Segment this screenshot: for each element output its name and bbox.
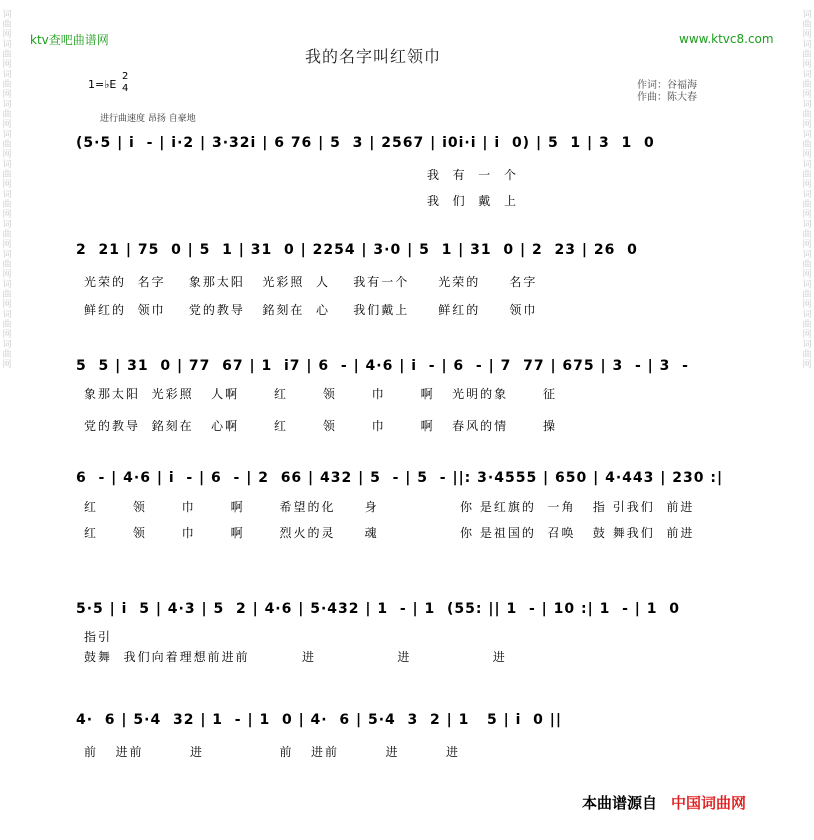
tempo-marking: 进行曲速度 昂扬 自豪地 bbox=[100, 114, 196, 124]
lyrics-line: 我 有 一 个 bbox=[84, 168, 518, 182]
key-label: 1=♭E bbox=[88, 78, 117, 91]
source-brand-link[interactable]: 中国词曲网 bbox=[671, 794, 747, 812]
notes-line: 6 - | 4·6 | i - | 6 - | 2 66 | 432 | 5 - | 5 - ||: 3·4555 | 650 | 4·443 | 230 :| bbox=[76, 470, 724, 486]
lyrics-line: 指引 bbox=[84, 630, 113, 644]
lyrics-line: 鲜红的 领巾 党的教导 銘刻在 心 我们戴上 鲜红的 领巾 bbox=[84, 303, 538, 317]
lyrics-line: 象那太阳 光彩照 人啊 红 领 巾 啊 光明的象 征 bbox=[84, 387, 557, 401]
notes-line: 5·5 | i 5 | 4·3 | 5 2 | 4·6 | 5·432 | 1 - | 1 (55: || 1 - | 10 :| 1 - | 1 0 bbox=[76, 601, 680, 617]
source-footer bbox=[582, 792, 746, 813]
source-label: 本曲谱源自 bbox=[582, 794, 658, 812]
notes-line: (5·5 | i - | i·2 | 3·32i | 6 76 | 5 3 | 2567 | i0i·i | i 0) | 5 1 | 3 1 0 bbox=[76, 135, 655, 151]
lyrics-line: 红 领 巾 啊 希望的化 身 你 是红旗的 一角 指 引我们 前进 bbox=[84, 500, 695, 514]
right-watermark-strip bbox=[800, 0, 814, 840]
lyrics-line: 鼓舞 我们向着理想前进前 进 进 进 bbox=[84, 650, 507, 664]
time-bottom: 4 bbox=[122, 83, 129, 94]
lyricist: 作词：谷福海 bbox=[637, 80, 697, 91]
lyrics-line: 红 领 巾 啊 烈火的灵 魂 你 是祖国的 召唤 鼓 舞我们 前进 bbox=[84, 526, 695, 540]
lyrics-line: 我 们 戴 上 bbox=[84, 194, 518, 208]
notes-line: 4· 6 | 5·4 32 | 1 - | 1 0 | 4· 6 | 5·4 3 2 | 1 5 | i 0 || bbox=[76, 712, 562, 728]
song-title: 我的名字叫红领巾 bbox=[305, 47, 442, 66]
time-signature bbox=[122, 71, 128, 95]
notes-line: 5 5 | 31 0 | 77 67 | 1 i7 | 6 - | 4·6 | i - | 6 - | 7 77 | 675 | 3 - | 3 - bbox=[76, 358, 689, 374]
left-watermark: 词曲网词曲网词曲网词曲网词曲网词曲网词曲网词曲网词曲网词曲网词曲网词曲网 bbox=[2, 10, 12, 370]
key-signature bbox=[88, 71, 129, 94]
lyrics-line: 党的教导 銘刻在 心啊 红 领 巾 啊 春风的情 操 bbox=[84, 419, 557, 433]
notes-line: 2 21 | 75 0 | 5 1 | 31 0 | 2254 | 3·0 | 5 1 | 31 0 | 2 23 | 26 0 bbox=[76, 242, 638, 258]
credits bbox=[637, 80, 697, 104]
lyrics-line: 前 进前 进 前 进前 进 进 bbox=[84, 745, 461, 759]
site-name-left[interactable]: ktv查吧曲谱网 bbox=[30, 33, 109, 47]
right-watermark: 词曲网词曲网词曲网词曲网词曲网词曲网词曲网词曲网词曲网词曲网词曲网词曲网 bbox=[802, 10, 812, 370]
lyrics-line: 光荣的 名字 象那太阳 光彩照 人 我有一个 光荣的 名字 bbox=[84, 275, 538, 289]
time-top: 2 bbox=[122, 71, 129, 82]
site-url-right[interactable]: www.ktvc8.com bbox=[679, 32, 774, 46]
composer: 作曲：陈大春 bbox=[637, 92, 697, 103]
left-watermark-strip bbox=[0, 0, 14, 840]
